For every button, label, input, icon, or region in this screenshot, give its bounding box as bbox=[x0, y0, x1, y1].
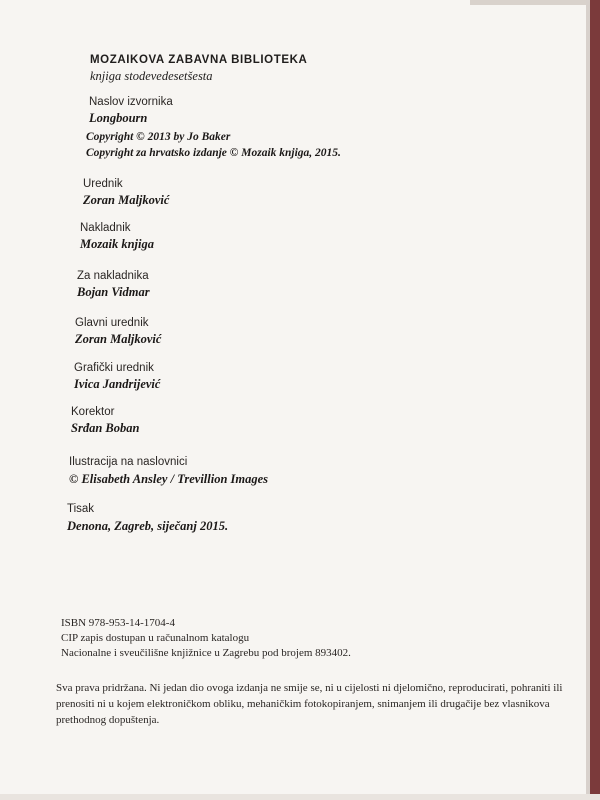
page-edge-bottom bbox=[0, 794, 600, 800]
series-subtitle: knjiga stodevedesetšesta bbox=[90, 69, 213, 83]
credit-label-printing: Tisak bbox=[67, 503, 95, 515]
cip-line-1: CIP zapis dostupan u računalnom katalogu bbox=[61, 632, 250, 644]
page-edge-right bbox=[590, 0, 600, 800]
series-title: MOZAIKOVA ZABAVNA BIBLIOTEKA bbox=[90, 54, 308, 66]
copyright-line-1: Copyright © 2013 by Jo Baker bbox=[86, 131, 231, 143]
credit-label-graphic-editor: Grafički urednik bbox=[74, 362, 154, 374]
credit-label-chief-editor: Glavni urednik bbox=[75, 317, 149, 329]
credit-value-for-publisher: Bojan Vidmar bbox=[77, 285, 150, 299]
isbn: ISBN 978-953-14-1704-4 bbox=[61, 617, 175, 629]
credit-value-editor: Zoran Maljković bbox=[83, 193, 170, 207]
cip-line-2: Nacionalne i sveučilišne knjižnice u Zagrebu pod brojem 893402. bbox=[61, 647, 351, 659]
credit-value-graphic-editor: Ivica Jandrijević bbox=[74, 377, 161, 391]
credit-label-cover-illustration: Ilustracija na naslovnici bbox=[69, 456, 188, 468]
page-edge-top bbox=[470, 0, 590, 5]
credit-value-proofreader: Srđan Boban bbox=[71, 421, 140, 435]
credit-value-printing: Denona, Zagreb, siječanj 2015. bbox=[67, 519, 229, 533]
credit-value-publisher: Mozaik knjiga bbox=[80, 237, 154, 251]
credit-value-cover-illustration: © Elisabeth Ansley / Trevillion Images bbox=[69, 472, 269, 486]
credit-value-chief-editor: Zoran Maljković bbox=[75, 332, 162, 346]
credit-label-for-publisher: Za nakladnika bbox=[77, 270, 149, 282]
credit-label-editor: Urednik bbox=[83, 178, 123, 190]
credit-label-publisher: Nakladnik bbox=[80, 222, 131, 234]
credit-label-proofreader: Korektor bbox=[71, 406, 115, 418]
original-title-label: Naslov izvornika bbox=[89, 96, 173, 108]
rights-notice: Sva prava pridržana. Ni jedan dio ovoga izdanja ne smije se, ni u cijelosti ni djelomično, reproducirati, pohraniti ili prenositi ni u kojem elektroničkom obliku, mehaničkim fotokopiranjem, snimanjem ili drugačije bez vlasnikova prethodnog dopuštenja. bbox=[56, 682, 563, 726]
original-title-value: Longbourn bbox=[89, 111, 148, 125]
copyright-line-2: Copyright za hrvatsko izdanje © Mozaik knjiga, 2015. bbox=[86, 147, 341, 159]
